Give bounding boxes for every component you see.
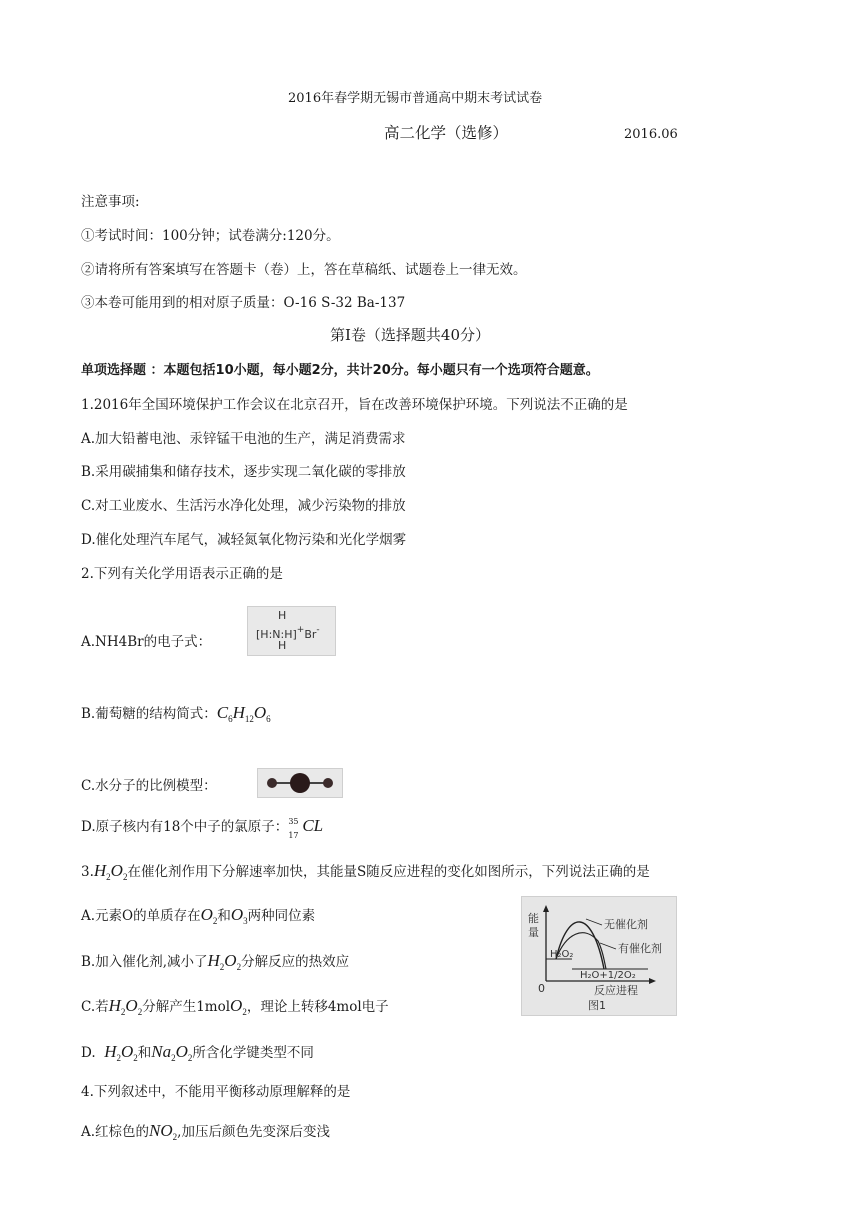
q2-option-c: C.水分子的比例模型：: [81, 778, 217, 794]
glucose-formula: $C_6H_{12}O_6$: [216, 703, 271, 724]
exam-title: 2016年春学期无锡市普通高中期末考试试卷: [288, 91, 543, 106]
energy-axis-label-1: 能: [528, 912, 539, 925]
water-space-filling-model-image: [257, 768, 343, 798]
note-item-3: ③本卷可能用到的相对原子质量：O-16 S-32 Ba-137: [81, 295, 406, 311]
q1-option-b: B.采用碳捕集和储存技术，逐步实现二氧化碳的零排放: [81, 464, 406, 480]
nh4br-electron-formula-image: [247, 606, 336, 656]
q4-option-a: A.红棕色的$NO_2$,加压后颜色先变深后变浅: [81, 1121, 330, 1142]
q1-option-d: D.催化处理汽车尾气，减轻氮氧化物污染和光化学烟雾: [81, 532, 407, 548]
q2-stem: 2.下列有关化学用语表示正确的是: [81, 566, 283, 582]
q3-option-d: D. $H_2O_2$和$Na_2O_2$所含化学键类型不同: [81, 1042, 314, 1063]
q3-option-a: A.元素O的单质存在$O_2$和$O_3$两种同位素: [81, 905, 316, 926]
catalyzed-label: 有催化剂: [618, 942, 662, 955]
q2-option-b: B.葡萄糖的结构简式：$C_6H_{12}O_6$: [81, 703, 271, 724]
exam-date: 2016.06: [624, 127, 678, 142]
section-instruction: 单项选择题 ：本题包括10小题，每小题2分，共计20分。每小题只有一个选项符合题意。: [81, 363, 599, 378]
q4-stem: 4.下列叙述中，不能用平衡移动原理解释的是: [81, 1084, 351, 1100]
q3-option-b: B.加入催化剂,减小了$H_2O_2$分解反应的热效应: [81, 951, 350, 972]
nh4br-h-bottom: H: [278, 639, 287, 652]
q1-option-c: C.对工业废水、生活污水净化处理，减少污染物的排放: [81, 498, 406, 514]
section-title: 第Ⅰ卷（选择题共40分）: [330, 326, 491, 344]
origin-label: 0: [538, 982, 545, 995]
q1-option-a: A.加大铅蓄电池、汞锌锰干电池的生产，满足消费需求: [81, 431, 406, 447]
subject-title: 高二化学（选修）: [384, 124, 509, 142]
notes-heading: 注意事项:: [81, 194, 140, 210]
energy-diagram-figure: [521, 896, 677, 1016]
energy-diagram-svg: [522, 897, 676, 1015]
note-item-2: ②请将所有答案填写在答题卡（卷）上，答在草稿纸、试题卷上一律无效。: [81, 262, 527, 278]
nh4br-h-top: H: [278, 609, 287, 622]
q3-option-c: C.若$H_2O_2$分解产生1molO$_2$，理论上转移4mol电子: [81, 996, 389, 1017]
note-item-1: ①考试时间：100分钟；试卷满分:120分。: [81, 228, 340, 244]
reactant-label: H₂O₂: [550, 949, 574, 960]
figure-caption: 图1: [588, 999, 606, 1012]
uncatalyzed-label: 无催化剂: [604, 918, 648, 931]
q3-stem: $3.H_2O_2$在催化剂作用下分解速率加快，其能量S随反应进程的变化如图所示，下列说法正确的是: [81, 861, 650, 882]
chlorine-symbol: CL: [302, 816, 324, 835]
water-model-svg: [258, 769, 342, 797]
q2-option-d: D.原子核内有18个中子的氯原子： 35 17 CL: [81, 816, 324, 840]
energy-axis-label-2: 量: [528, 926, 539, 939]
x-axis-label: 反应进程: [594, 984, 638, 997]
q2-option-a: A.NH4Br的电子式：: [81, 634, 212, 650]
q1-stem: 1.2016年全国环境保护工作会议在北京召开，旨在改善环境保护环境。下列说法不正确的是: [81, 397, 628, 413]
product-label: H₂O+1/2O₂: [580, 970, 636, 981]
nh4br-ammonium: [H:N:H]+Br-: [256, 625, 320, 641]
